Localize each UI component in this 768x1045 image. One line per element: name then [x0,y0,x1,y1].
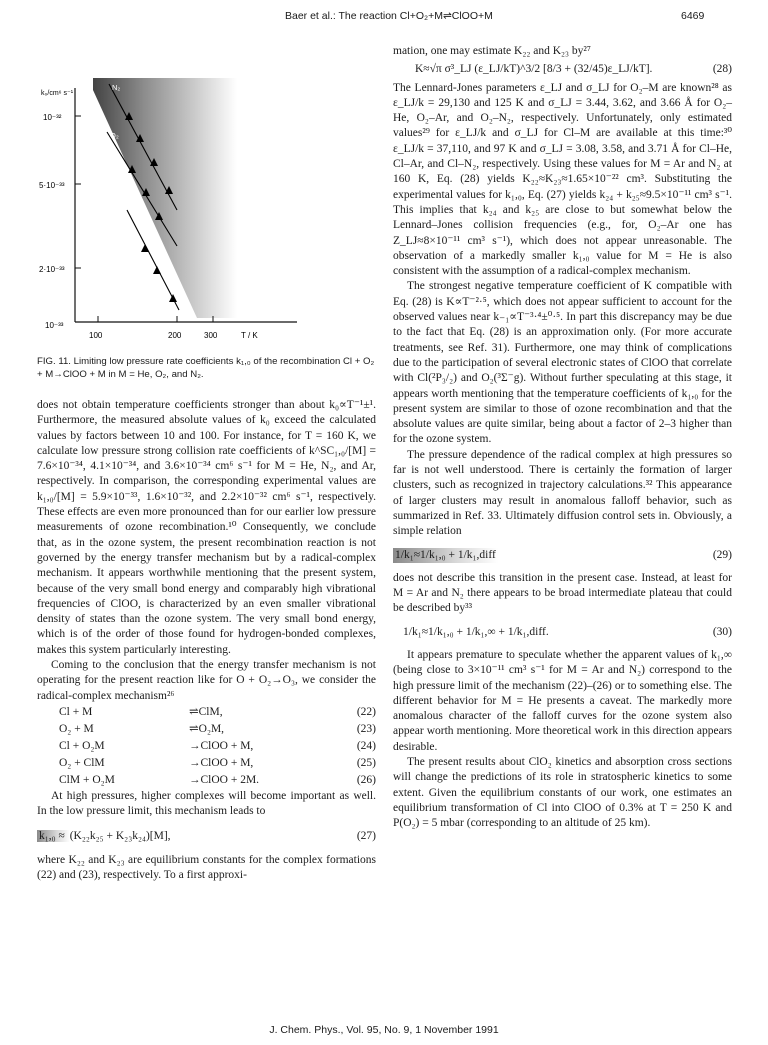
equation-27: k₁,₀ ≈ (K₂₂k₂₅ + K₂₃k₂₄)[M], (27) [39,829,376,842]
left-paragraph-2: Coming to the conclusion that the energy transfer mechanism is not operating for the present reaction like for O + O₂→O₃, we consider the radical-complex mechanism²⁶ [37,659,376,702]
right-paragraph-4: The pressure dependence of the radical complex at high pressures so far is not well understood. There is certainly the formation of larger clusters, such as recognized in trajectory calculations.³² This appearance of larger clusters may result in anomalous falloff behavior, such as summarized in Ref. 33. Ultimately diffusion control sets in. Obviously, a simple relation [393,448,732,538]
x-tick-300: 300 [204,331,218,340]
x-axis-unit: T / K [241,331,258,340]
right-paragraph-6: It appears premature to speculate whether the apparent values of k₁,∞ (being close to 3×10⁻¹¹ cm³ s⁻¹ for M = Ar and N₂) correspond to the high pressure limit of the mechanism (22)–(26) or to something else. The different behavior for M = He presents a caveat. The markedly more anomalous character of the falloff curves for the ozone system also appear worth mentioning. More theoretical work in this direction appears desirable. [393,648,732,753]
right-paragraph-7: The present results about ClO₂ kinetics and absorption cross sections will change the predictions of its role in stratospheric kinetics to some extent. Given the equilibrium constants of our work, one estimates an equilibrium transformation of Cl into ClOO of 0.3% at T = 250 K and P(O₂) = 5 mbar (corresponding to an altitude of 25 km). [393,756,732,830]
equation-30: 1/k₁≈1/k₁,₀ + 1/k₁,∞ + 1/k₁,diff. (30) [403,625,732,638]
reaction-24: Cl + O₂M →ClOO + M, (24) [59,739,376,752]
right-paragraph-5: does not describe this transition in the present case. Instead, at least for M = Ar and N₂ there appears to be broad intermediate plateau that could be described by³³ [393,571,732,615]
reaction-25: O₂ + ClM →ClOO + M, (25) [59,756,376,769]
page-number: 6469 [681,10,705,22]
reaction-22: Cl + M ⇌ClM, (22) [59,705,376,718]
series-label-o2: O₂ [110,131,119,140]
equation-29: 1/k₁≈1/k₁,₀ + 1/k₁,diff (29) [393,548,732,563]
x-tick-200: 200 [168,331,182,340]
y-tick-4: 10⁻³³ [45,321,64,330]
right-paragraph-3: The strongest negative temperature coefficient of K compatible with Eq. (28) is K∝T⁻²·⁵, which does not appear sufficient to account for the observed values near k₋₁∝T⁻³·⁴±⁰·⁵. In part this discrepancy may be due to the fact that Eq. (28) is an approximation only. (For more accurate treatments, see Ref. 31). Furthermore, one may think of complications due to the participation of several electronic states of ClOO that correlate with Cl(²P₃/₂) and O₂(³Σ⁻g). Without further speculating at this stage, it appears worth mentioning that the temperature coefficients of k₁,₀ for the present system are similar to those of ozone recombination and that the absolute values are quite similar, being about a factor of 2–3 higher than for the ozone system. [393,280,732,446]
left-paragraph-4: where K₂₂ and K₂₃ are equilibrium constants for the complex formations (22) and (23), respectively. To a first approxi- [37,853,376,882]
running-header [0,10,768,26]
journal-footer: J. Chem. Phys., Vol. 95, No. 9, 1 November 1991 [269,1024,499,1036]
left-column [37,398,376,883]
right-column [393,44,732,832]
equation-27-highlight: k₁,₀ ≈ [39,829,68,842]
y-tick-1: 10⁻³² [43,113,62,122]
y-axis-unit: k₀/cm⁶ s⁻¹ [41,90,74,97]
figure-caption: FIG. 11. Limiting low pressure rate coefficients k₁,₀ of the recombination Cl + O₂ + M→ClOO + M in M = He, O₂, and N₂. [37,356,375,380]
reaction-26: ClM + O₂M →ClOO + 2M. (26) [59,773,376,786]
figure-plot [37,60,376,356]
y-tick-3: 2·10⁻³³ [39,265,65,274]
equation-28: K≈√π σ³_LJ (ε_LJ/kT)^3/2 [8/3 + (32/45)ε_LJ/kT]. (28) [415,63,732,76]
y-tick-2: 5·10⁻³³ [39,181,65,190]
figure-11 [37,60,376,356]
series-label-n2: N₂ [112,83,121,92]
left-paragraph-1: does not obtain temperature coefficients stronger than about k₀∝T⁻¹±¹. Furthermore, the measured absolute values of k₀ exceed the calculated values by factors between 10 and 100. For instance, for T = 160 K, we calculate low pressure strong collision rate coefficients of k^SC₁,₀/[M] = 7.6×10⁻³⁴, 4.1×10⁻³⁴, and 3.6×10⁻³⁴ cm⁶ s⁻¹ for M = He, N₂, and Ar, respectively. In comparison, the corresponding experimental values are k₁,₀/[M] = 5.9×10⁻³³, 1.6×10⁻³², and 2.2×10⁻³² cm⁶ s⁻¹, respectively. These effects are even more pronounced than for our earlier low pressure measurements of ozone recombination.¹⁰ Consequently, we conclude that, as in the ozone system, the present recombination reaction is not governed by the energy transfer mechanism but by a radical-complex mechanism. It appears worthwhile mentioning that the present system, because of the very small bond energy and comparably high vibrational frequencies of ClOO, is characterized by an even smaller vibrational density of states than the ozone system. The very small bond energy, which is of the order of those found for hydrogen-bonded complexes, makes this system particularly interesting. [37,399,376,656]
right-paragraph-2: The Lennard-Jones parameters ε_LJ and σ_LJ for O₂–M are known²⁸ as ε_LJ/k = 29,130 and 125 K and σ_LJ = 3.44, 3.62, and 3.66 Å for O₂–He, O₂–Ar, and O₂–N₂, respectively. Unfortunately, only estimated values²⁹ for ε_LJ/k and σ_LJ for Cl–M are available at this time:³⁰ ε_LJ/k = 37,110, and 97 K and σ_LJ = 3.08, 3.58, and 3.71 Å for Cl–He, Cl–Ar, and Cl–N₂, respectively. Using these values for M = Ar and N₂ at 160 K, Eq. (28) yields K₂₂≈K₂₃≈1.65×10⁻²² cm³. Substituting the experimental values for k₁,₀, Eq. (27) yields k₂₄ + k₂₅≈9.5×10⁻¹¹ cm³ s⁻¹. This implies that k₂₄ and k₂₅ are close to but somewhat below the Lennard–Jones collision frequencies (e.g., for, O₂–Ar one has Z_LJ≈8×10⁻¹¹ cm³ s⁻¹), which does not appear unreasonable. The observation of a markedly smaller k₁,₀ value for M = He is also consistent with the assumption of a radical-complex mechanism. [393,81,732,278]
reaction-23: O₂ + M ⇌O₂M, (23) [59,722,376,735]
right-paragraph-1: mation, one may estimate K₂₂ and K₂₃ by²⁷ [393,45,591,57]
left-paragraph-3: At high pressures, higher complexes will become important as well. In the low pressure limit, this mechanism leads to [37,789,376,818]
running-title: Baer et al.: The reaction Cl+O₂+M⇌ClOO+M [285,10,493,22]
x-tick-100: 100 [89,331,103,340]
series-label-he: He [117,213,128,222]
